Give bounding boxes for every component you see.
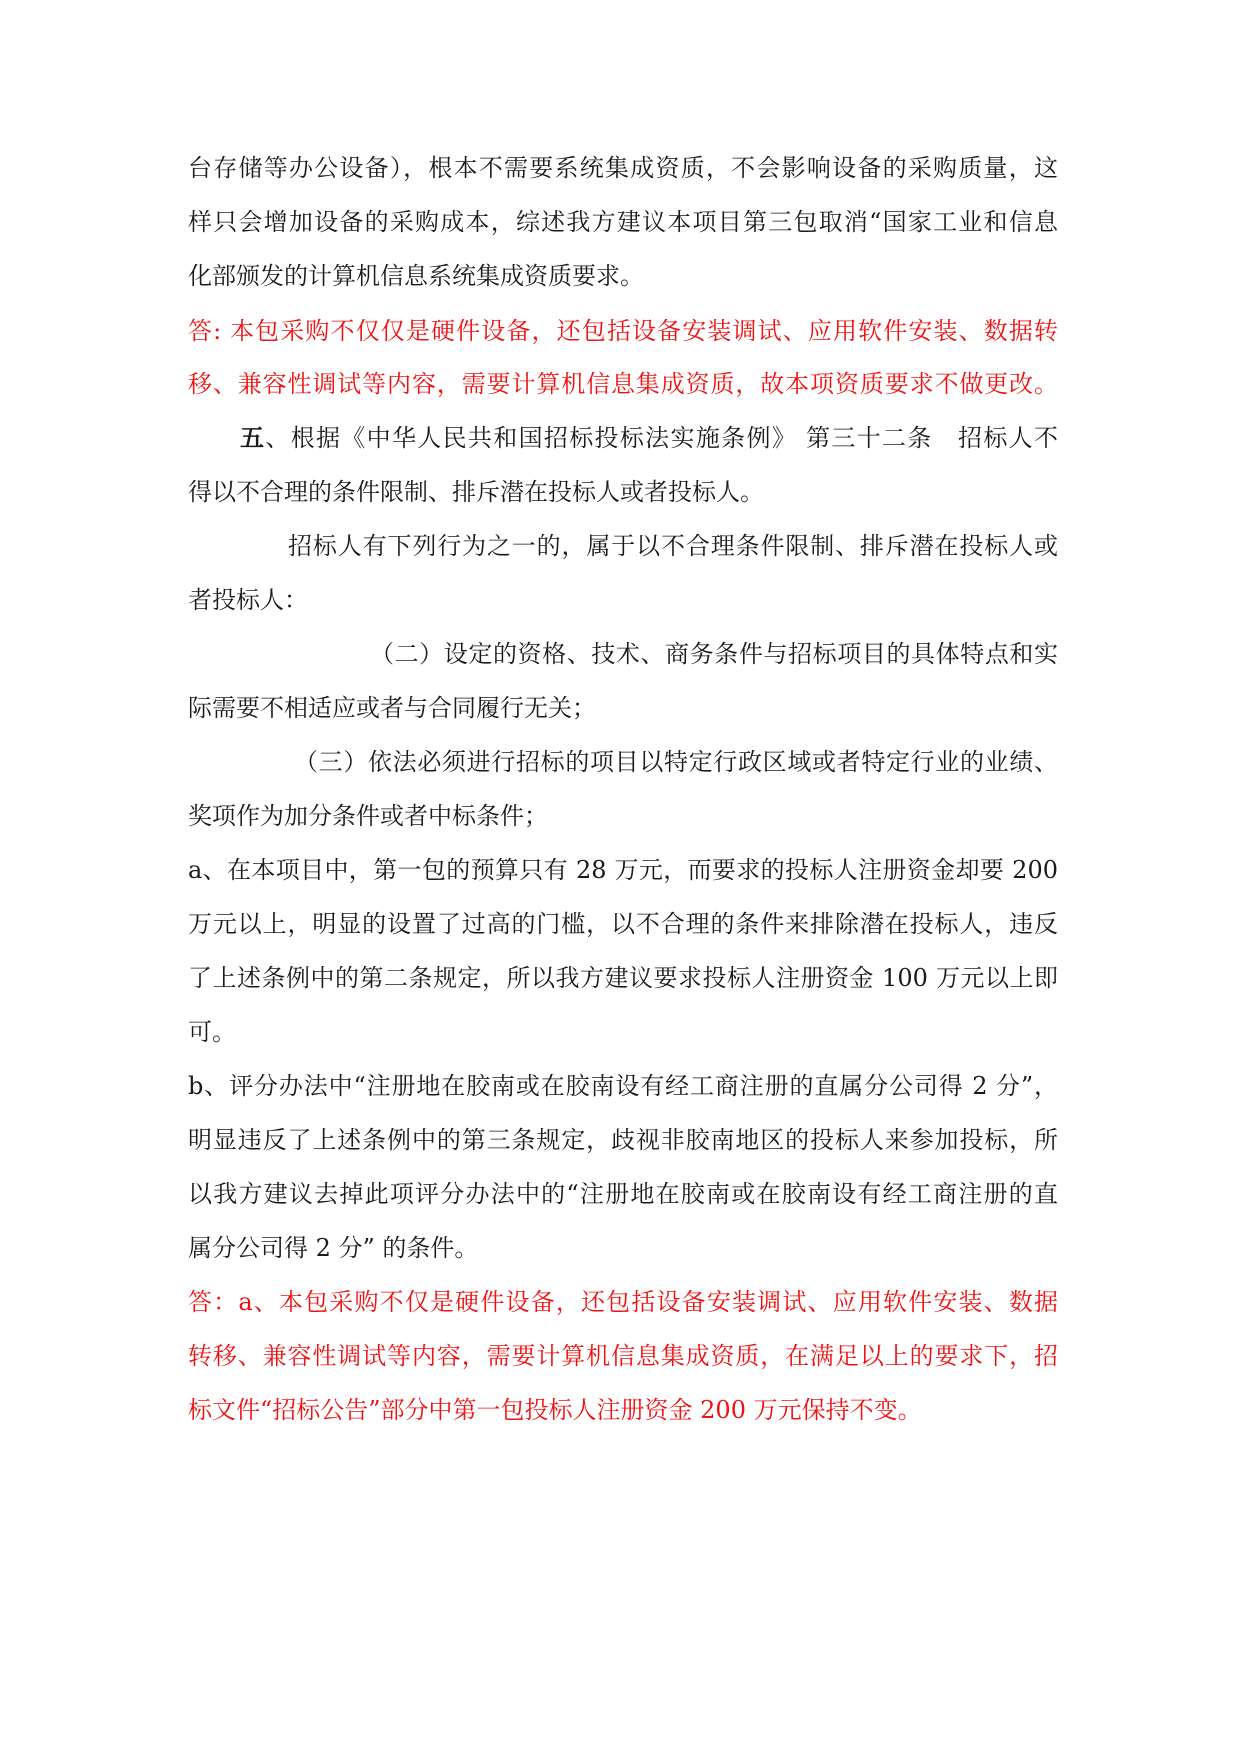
text-line: 样只会增加设备的采购成本，综述我方建议本项目第三包取消“国家工业和信息 [188, 208, 1058, 236]
answer-line: 转移、兼容性调试等内容，需要计算机信息集成资质，在满足以上的要求下，招 [188, 1342, 1058, 1370]
text-line: 招标人有下列行为之一的，属于以不合理条件限制、排斥潜在投标人或 [288, 532, 1058, 560]
clause-line: （三）依法必须进行招标的项目以特定行政区域或者特定行业的业绩、 [294, 748, 1058, 776]
answer-line: 移、兼容性调试等内容，需要计算机信息集成资质，故本项资质要求不做更改。 [188, 370, 1058, 398]
text-line: 台存储等办公设备），根本不需要系统集成资质，不会影响设备的采购质量，这 [188, 154, 1058, 182]
text-line: 得以不合理的条件限制、排斥潜在投标人或者投标人。 [188, 478, 764, 506]
section-heading-line [240, 418, 1058, 458]
text-line: 化部颁发的计算机信息系统集成资质要求。 [188, 262, 644, 290]
answer-line: 标文件“招标公告”部分中第一包投标人注册资金 200 万元保持不变。 [188, 1396, 922, 1424]
clause-line: （二）设定的资格、技术、商务条件与招标项目的具体特点和实 [370, 640, 1058, 668]
text-line: b、评分办法中“注册地在胶南或在胶南设有经工商注册的直属分公司得 2 分”， [188, 1072, 1058, 1100]
answer-line: 答: 本包采购不仅仅是硬件设备，还包括设备安装调试、应用软件安装、数据转 [188, 317, 1058, 345]
text-line: 者投标人： [188, 586, 308, 614]
answer-line: 答：a、本包采购不仅是硬件设备，还包括设备安装调试、应用软件安装、数据 [188, 1288, 1058, 1316]
text-line: 以我方建议去掉此项评分办法中的“注册地在胶南或在胶南设有经工商注册的直 [188, 1180, 1058, 1208]
text-line: 际需要不相适应或者与合同履行无关； [188, 694, 596, 722]
section-heading-text: 、根据《中华人民共和国招标投标法实施条例》 第三十二条 招标人不 [265, 424, 1058, 452]
text-line: 属分公司得 2 分” 的条件。 [188, 1234, 479, 1262]
text-line: 万元以上，明显的设置了过高的门槛，以不合理的条件来排除潜在投标人，违反 [188, 910, 1058, 938]
section-number: 五 [240, 423, 266, 452]
text-line: a、在本项目中，第一包的预算只有 28 万元，而要求的投标人注册资金却要 200 [188, 856, 1058, 884]
text-line: 了上述条例中的第二条规定，所以我方建议要求投标人注册资金 100 万元以上即 [188, 964, 1058, 992]
text-line: 奖项作为加分条件或者中标条件； [188, 802, 548, 830]
text-line: 可。 [188, 1018, 236, 1046]
text-line: 明显违反了上述条例中的第三条规定，歧视非胶南地区的投标人来参加投标，所 [188, 1126, 1058, 1154]
